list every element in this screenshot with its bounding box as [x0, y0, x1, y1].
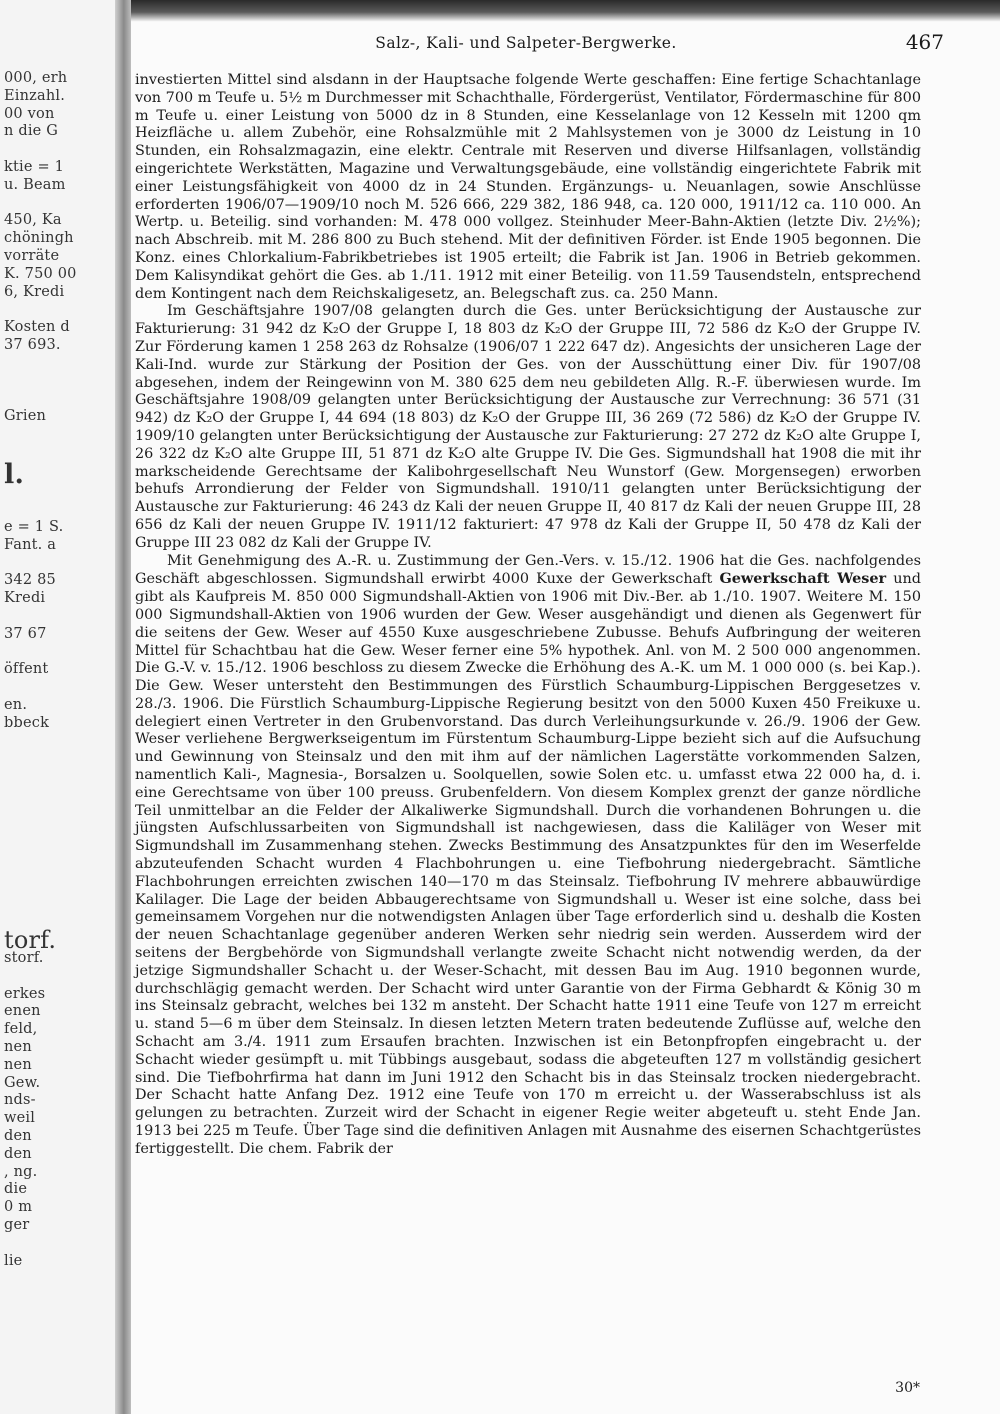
left-page-line: weil	[4, 1110, 36, 1127]
left-page-line: enen	[4, 1003, 41, 1020]
book-gutter	[115, 0, 131, 1414]
left-page-line	[4, 355, 115, 373]
left-page-line: Kosten d	[4, 319, 70, 336]
left-page-line	[4, 786, 115, 804]
page-number: 467	[905, 30, 944, 54]
left-page-line: 00 von	[4, 105, 55, 122]
left-page-line	[4, 644, 115, 662]
left-page-line: erkes	[4, 985, 46, 1002]
left-page-line	[4, 875, 115, 893]
left-page-text	[4, 70, 115, 1270]
left-page-line	[4, 373, 115, 391]
left-page-line: Fant. a	[4, 536, 57, 553]
left-page-line: ktie = 1	[4, 158, 65, 175]
left-page-line	[4, 555, 115, 573]
left-page-line: nds-	[4, 1092, 36, 1109]
paragraph-1	[135, 72, 921, 303]
left-page-line: Einzahl.	[4, 87, 66, 104]
left-page-line	[4, 301, 115, 319]
left-page-line: en.	[4, 696, 28, 713]
left-page-line: öffent	[4, 661, 49, 678]
left-page-line	[4, 501, 115, 519]
paragraph-3	[135, 553, 921, 1159]
left-page-line	[4, 141, 115, 159]
left-page-line: storf.	[4, 950, 44, 967]
left-page-line	[4, 750, 115, 768]
left-page-line	[4, 968, 115, 986]
body-text	[135, 72, 921, 1159]
paragraph-3-text-a: Mit Genehmigung des A.-R. u. Zustimmung der Gen.-Vers. v. 15./12. 1906 hat die Ges. nachfolgendes Geschäft abgeschlossen. Sigmundshall erwirbt 4000 Kuxe der Gewerkschaft	[135, 552, 921, 588]
paragraph-2	[135, 303, 921, 552]
left-page-line: 000, erh	[4, 70, 68, 86]
left-page-line: den	[4, 1145, 32, 1162]
left-page-line: 37 67	[4, 625, 47, 642]
left-page-line: 6, Kredi	[4, 283, 65, 300]
left-page-line	[4, 839, 115, 857]
left-page-line: K. 750 00	[4, 265, 77, 282]
left-page-line: 450, Ka	[4, 212, 62, 229]
company-name-bold: Gewerkschaft Weser	[719, 570, 887, 588]
left-page-line	[4, 821, 115, 839]
left-page-line	[4, 195, 115, 213]
left-page-line: die	[4, 1181, 28, 1198]
running-header: Salz-, Kali- und Salpeter-Bergwerke.	[375, 34, 677, 52]
left-page-line: Grien	[4, 408, 47, 425]
paragraph-3-text-b: und gibt als Kaufpreis M. 850 000 Sigmundshall-Aktien von 1906 mit Div.-Ber. ab 1./10. 1907. Weitere M. 150 000 Sigmundshall-Aktien von 1906 wurden der Gew. Weser ausgehändigt und dienen als Gegenwert für die seitens der Gew. Weser auf 4550 Kuxe ausgeschriebene Zubusse. Behufs Aufbringung der weiteren Mittel für Schachtbau hat die Gew. Weser ferner eine 5% hypothek. Anl. von M. 2 500 000 angenommen. Die G.-V. v. 15./12. 1906 beschloss zu diesem Zwecke die Erhöhung des A.-K. um M. 1 000 000 (s. bei Kap.). Die Gew. Weser untersteht den Bestimmungen des Fürstlich Schaumburg-Lippischen Berggesetzes v. 28./3. 1906. Die Fürstlich Schaumburg-Lippische Regierung besitzt von den 5000 Kuxen 450 Freikuxe u. delegiert einen Vertreter in den Grubenvorstand. Das durch Verleihungsurkunde v. 26./9. 1906 der Gew. Weser verliehene Bergwerkseigentum im Fürstentum Schaumburg-Lippe bezieht sich auf die Aufsuchung und Gewinnung von Steinsalz und den mit ihm auf der nämlichen Lagerstätte vorkommenden Salzen, namentlich Kali-, Magnesia-, Borsalzen u. Soolquellen, sowie Solen etc. u. umfasst etwa 22 000 ha, d. i. eine Gerechtsame von über 100 preuss. Grubenfeldern. Von diesem Komplex grenzt der ganze nördliche Teil unmittelbar an die Felder der Alkaliwerke Sigmundshall. Durch die vorhandenen Bohrungen u. die jüngsten Aufschlussarbeiten von Sigmundshall ist nachgewiesen, dass die Kaliläger von Weser mit Sigmundshall im Zusammenhang stehen. Zwecks Bestimmung des Ansatzpunktes für den im Weserfelde abzuteufenden Schacht wurden 4 Flachbohrungen u. eine Tiefbohrung niedergebracht. Sämtliche Flachbohrungen erreichten zwischen 140—170 m das Steinsalz. Tiefbohrung IV mehrere abbauwürdige Kalilager. Die Lage der beiden Abbaugerechtsame von Sigmundshall u. Weser ist eine solche, dass bei gemeinsamem Vorgehen nur die notwendigsten Anlagen über Tage erforderlich sind u. deshalb die Kosten der neuen Schachtanlage gegenüber anderen Werken sehr niedrig sein werden. Ausserdem wird der seitens der Bergbehörde von Sigmundshall verlangte zweite Schacht nicht notwendig werden, da der jetzige Sigmundshaller Schacht u. der Weser-Schacht, mit dessen Bau im Aug. 1910 begonnen wurde, durchschlägig gemacht werden. Der Schacht wird unter Garantie von der Firma Gebhardt & König 30 m ins Steinsalz gebracht, welches bei 132 m ansteht. Der Schacht hatte 1911 eine Teufe von 127 m erreicht u. stand 5—6 m über dem Steinsalz. In diesen letzten Metern traten bedeutende Zuflüsse auf, welche den Schacht am 3./4. 1911 zum Ersaufen brachten. Inzwischen ist ein Betonpfropfen eingebracht u. der Schacht wieder gesümpft u. mit Tübbings ausgebaut, sodass die abgeteuften 127 m vollständig gesichert sind. Die Tiefbohrfirma hat dann im Juni 1912 den Schacht bis in das Steinsalz trocken niedergebracht. Der Schacht hatte Anfang Dez. 1912 eine Teufe von 170 m erreicht u. der Wasserabschluss ist als gelungen zu betrachten. Zurzeit wird der Schacht in eigener Regie weiter abgeteuft u. steht Ende Jan. 1913 bei 225 m Teufe. Über Tage sind die definitiven Anlagen mit Ausnahme des eisernen Schachtgerüstes fertiggestellt. Die chem. Fabrik der	[135, 571, 922, 1157]
left-page-line	[4, 768, 115, 786]
left-facing-page	[0, 0, 115, 1414]
left-page-line	[4, 1235, 115, 1253]
right-page	[131, 22, 1000, 1414]
left-page-line: Kredi	[4, 590, 46, 607]
left-page-line: ger	[4, 1217, 30, 1233]
paragraph-1-text: investierten Mittel sind alsdann in der Hauptsache folgende Werte geschaffen: Eine fertige Schachtanlage von 700 m Teufe u. 5½ m Durchmesser mit Schachthalle, Fördergerüst, Ventilator, Fördermaschine für 800 m Teufe u. einer Leistung von 5000 dz in 8 Stunden, eine Kesselanlage von 12 Kesseln mit 1200 qm Heizfläche u. allem Zubehör, eine Rohsalzmühle mit 2 Mahlsystemen von je 3000 dz Leistung in 10 Stunden, ein Rohsalzmagazin, eine elektr. Centrale mit Reserven und diverse Hilfsanlagen, vollständig eingerichtete Werkstätten, Magazine und Verwaltungsgebäude, eine vollständig eingerichtete Fabrik mit einer Leistungsfähigkeit von 4000 dz in 24 Stunden. Ergänzungs- u. Neuanlagen, sowie Anschlüsse erforderten 1906/07—1909/10 noch M. 526 666, 229 382, 186 948, ca. 120 000, 1911/12 ca. 110 000. An Wertp. u. Beteilig. sind vorhanden: M. 478 000 vollgez. Steinhuder Meer-Bahn-Aktien (letzte Div. 2½%); nach Abschreib. mit M. 286 800 zu Buch stehend. Mit der definitiven Förder. ist Ende 1905 begonnen. Die Konz. eines Chlorkalium-Fabrikbetriebes ist 1905 erteilt; die Fabrik ist Jan. 1906 in Betrieb gekommen. Dem Kalisyndikat gehört die Ges. ab 1./11. 1912 mit einer Beteilig. von 11.59 Tausendsteln, entsprechend dem Kontingent nach dem Reichskaligesetz, an. Belegschaft zus. ca. 250 Mann.	[135, 72, 921, 302]
left-page-line: 0 m	[4, 1199, 33, 1216]
left-page-line: den	[4, 1128, 32, 1145]
left-page-line: 37 693.	[4, 336, 61, 353]
signature-mark: 30*	[895, 1380, 920, 1396]
left-page-line: u. Beam	[4, 176, 66, 193]
left-page-line: lie	[4, 1252, 23, 1269]
left-page-line	[4, 426, 115, 444]
left-page-line	[4, 732, 115, 750]
left-page-line: nen	[4, 1056, 32, 1073]
paragraph-2-text: Im Geschäftsjahre 1907/08 gelangten durch die Ges. unter Berücksichtigung der Austausche zur Fakturierung: 31 942 dz K₂O der Gruppe I, 18 803 dz K₂O der Gruppe III, 72 586 dz K₂O der Gruppe IV. Zur Förderung kamen 1 258 263 dz Rohsalze (1906/07 1 222 647 dz). Angesichts der unsicheren Lage der Kali-Ind. wurde zur Stärkung der Position der Ges. von der Ausschüttung einer Div. für 1907/08 abgesehen, indem der Reingewinn von M. 380 625 dem neu gebildeten Allg. R.-F. überwiesen wurde. Im Geschäftsjahre 1908/09 gelangten unter Berücksichtigung der Austausche zur Verrechnung: 36 571 (31 942) dz K₂O der Gruppe I, 44 694 (18 803) dz K₂O der Gruppe III, 36 269 (72 586) dz K₂O der Gruppe IV. 1909/10 gelangten unter Berücksichtigung der Austausche zur Fakturierung: 27 272 dz K₂O alte Gruppe I, 26 322 dz K₂O alte Gruppe III, 51 871 dz K₂O alte Gruppe IV. Die Ges. Sigmundshall hat 1908 die mit ihr markscheidende Gerechtsame der Kalibohrgesellschaft Neu Wunstorf (Gew. Morgensegen) erworben behufs Arrondierung der Felder von Sigmundshall. 1910/11 gelangten unter Berücksichtigung der Austausche zur Fakturierung: 46 243 dz Kali der neuen Gruppe II, 40 817 dz Kali der neuen Gruppe III, 28 656 dz Kali der neuen Gruppe IV. 1911/12 fakturiert: 47 978 dz Kali der Gruppe II, 50 478 dz Kali der Gruppe III 23 082 dz Kali der Gruppe IV.	[135, 303, 921, 551]
left-page-line	[4, 893, 115, 911]
top-shadow	[131, 0, 1000, 22]
left-page-line	[4, 390, 115, 408]
left-page-line: vorräte	[4, 247, 60, 264]
left-page-line: n die G	[4, 123, 59, 140]
left-page-line	[4, 804, 115, 822]
left-page-line: e = 1 S.	[4, 518, 64, 535]
left-page-line: , ng.	[4, 1163, 38, 1180]
left-page-line	[4, 608, 115, 626]
left-page-line: bbeck	[4, 714, 50, 731]
left-page-line: feld,	[4, 1021, 38, 1038]
left-page-line: 342 85	[4, 572, 56, 589]
left-page-line: torf.	[4, 926, 57, 955]
left-page-line: Gew.	[4, 1074, 41, 1091]
left-page-line: nen	[4, 1039, 32, 1056]
left-page-line: l.	[4, 458, 25, 490]
left-page-line	[4, 857, 115, 875]
left-page-line: chöningh	[4, 230, 74, 247]
left-page-line	[4, 679, 115, 697]
